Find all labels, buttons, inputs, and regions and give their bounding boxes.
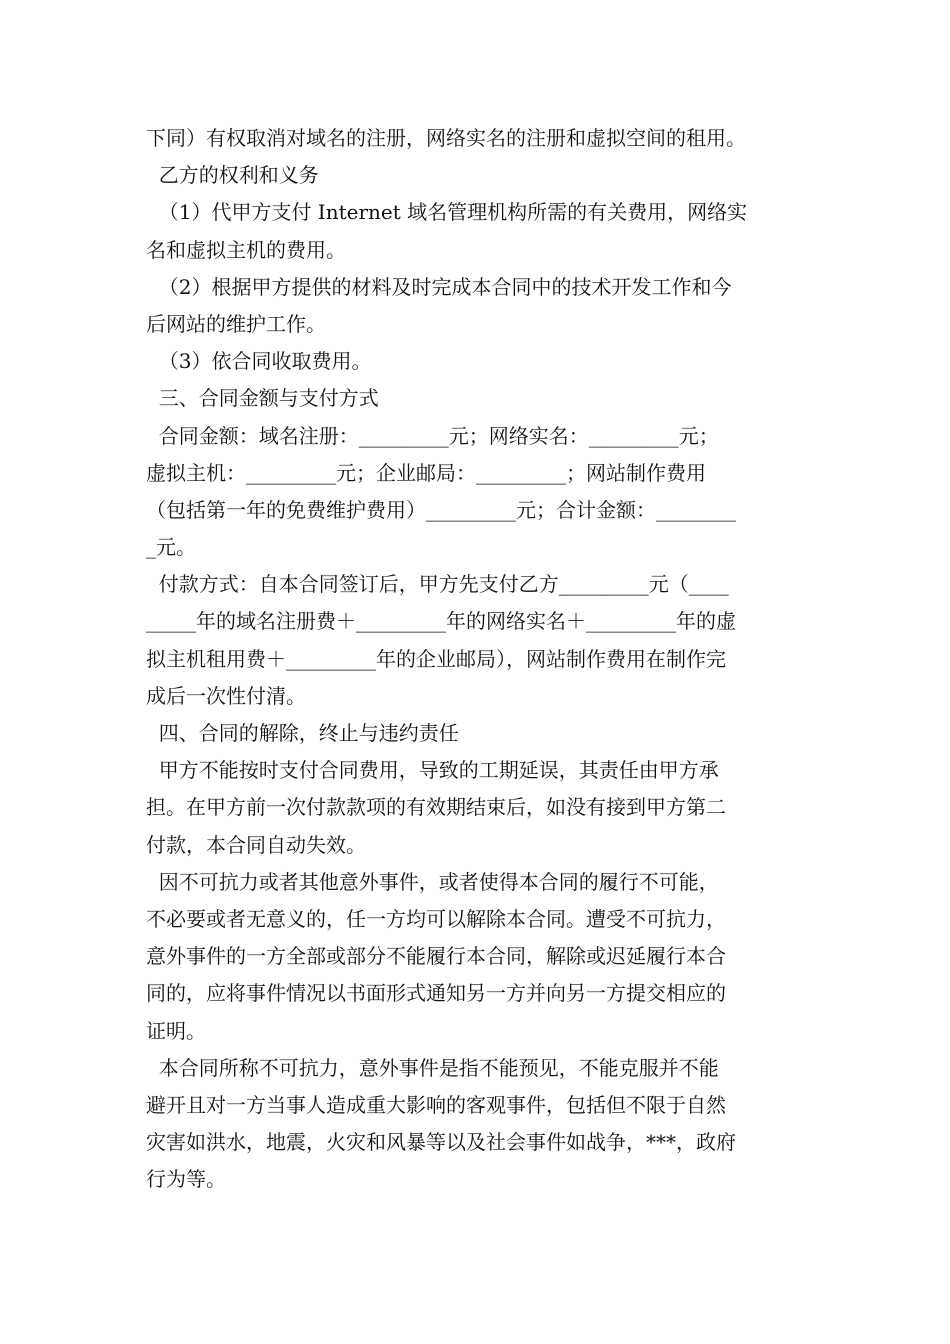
text-line: 名和虚拟主机的费用。 [146, 237, 346, 262]
section-heading: 四、合同的解除，终止与违约责任 [146, 721, 459, 745]
text-line: 灾害如洪水，地震，火灾和风暴等以及社会事件如战争，***，政府 [146, 1130, 736, 1155]
text-line: 证明。 [146, 1018, 206, 1043]
text-line: 避开且对一方当事人造成重大影响的客观事件，包括但不限于自然 [146, 1092, 726, 1117]
text-line: 意外事件的一方全部或部分不能履行本合同，解除或迟延履行本合 [146, 944, 726, 969]
text-line: 行为等。 [146, 1167, 226, 1192]
text-line: _元。 [146, 535, 196, 560]
text-line: 下同）有权取消对域名的注册，网络实名的注册和虚拟空间的租用。 [146, 126, 746, 150]
contract-page [146, 120, 808, 1198]
text-line: 不必要或者无意义的，任一方均可以解除本合同。遭受不可抗力， [146, 906, 726, 931]
text-line: （1）代甲方支付 Internet 域名管理机构所需的有关费用，网络实 [146, 200, 748, 225]
text-line: 拟主机租用费＋_________年的企业邮局），网站制作费用在制作完 [146, 646, 726, 671]
text-line: 成后一次性付清。 [146, 683, 306, 708]
text-line: （3）依合同收取费用。 [146, 349, 372, 374]
text-line: 担。在甲方前一次付款款项的有效期结束后，如没有接到甲方第二 [146, 795, 726, 820]
text-line: 虚拟主机：_________元；企业邮局：_________；网站制作费用 [146, 460, 706, 485]
text-line: 付款方式：自本合同签订后，甲方先支付乙方_________元（____ [146, 572, 729, 597]
text-line: 因不可抗力或者其他意外事件，或者使得本合同的履行不可能， [146, 869, 719, 894]
text-line: 合同金额：域名注册：_________元；网络实名：_________元； [146, 423, 719, 448]
text-line: （包括第一年的免费维护费用）_________元；合计金额：________ [146, 497, 736, 522]
text-line: 后网站的维护工作。 [146, 311, 326, 336]
section-heading: 乙方的权利和义务 [146, 163, 319, 188]
text-line: （2）根据甲方提供的材料及时完成本合同中的技术开发工作和今 [146, 274, 732, 299]
text-line: _____年的域名注册费＋_________年的网络实名＋_________年的虚 [146, 609, 736, 634]
text-line: 同的，应将事件情况以书面形式通知另一方并向另一方提交相应的 [146, 981, 726, 1006]
text-line: 本合同所称不可抗力，意外事件是指不能预见，不能克服并不能 [146, 1055, 719, 1080]
text-line: 甲方不能按时支付合同费用，导致的工期延误，其责任由甲方承 [146, 758, 719, 783]
section-heading: 三、合同金额与支付方式 [146, 386, 379, 411]
text-line: 付款，本合同自动失效。 [146, 832, 366, 857]
